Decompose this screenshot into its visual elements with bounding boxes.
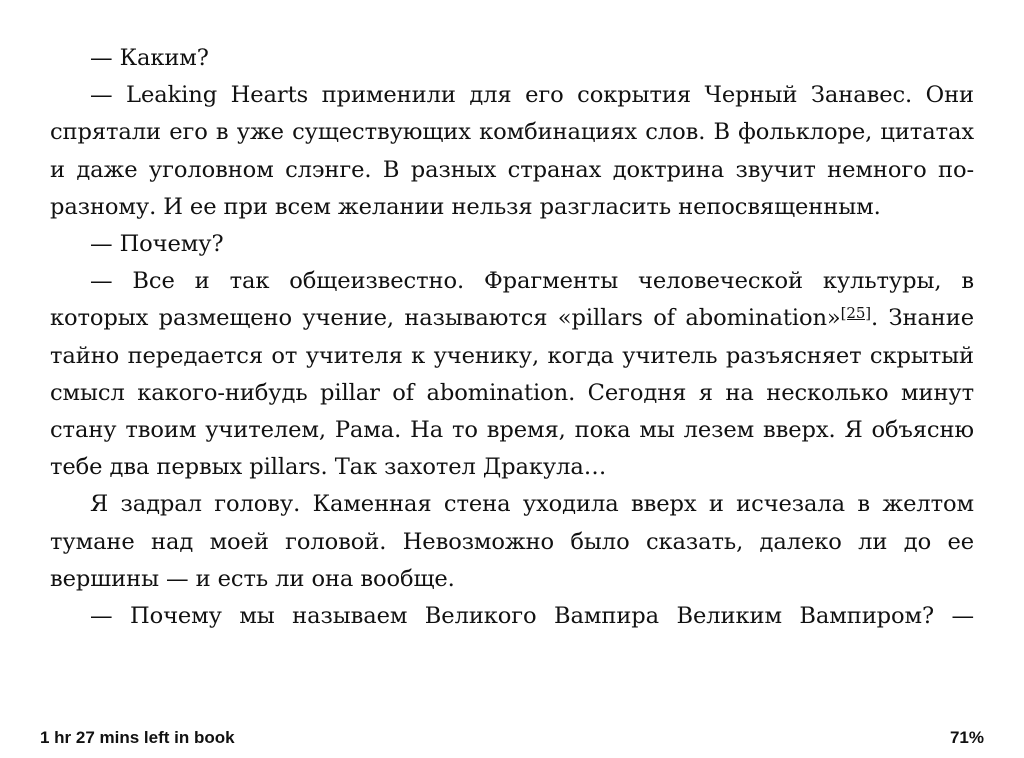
reading-page[interactable] (50, 40, 974, 715)
paragraph-text: — Все и так общеизвестно. Фрагменты человеческой культуры, в которых размещено учение, называются «pillars of abomination» (50, 268, 974, 332)
paragraph: Я задрал голову. Каменная стена уходила вверх и исчезала в желтом тумане над моей головой. Невозможно было сказать, далеко ли до ее вершины — и есть ли она вообще. (50, 491, 974, 592)
paragraph: — Leaking Hearts применили для его сокрытия Черный Занавес. Они спрятали его в уже существующих комбинациях слов. В фольклоре, цитатах и даже уголовном слэнге. В разных странах доктрина звучит немного по-разному. И ее при всем желании нельзя разгласить непосвященным. (50, 82, 974, 220)
time-left-in-book[interactable]: 1 hr 27 mins left in book (40, 728, 235, 747)
reading-progress: 71% (949, 728, 984, 747)
paragraph-text: . Знание тайно передается от учителя к ученику, когда учитель разъясняет скрытый смысл какого-нибудь pillar of abomination. Сегодня я на несколько минут стану твоим учителем, Рама. На то время, пока мы лезем вверх. Я объясню тебе два первых pillars. Так захотел Дракула… (50, 305, 974, 481)
paragraph: — Каким? (90, 45, 209, 71)
paragraph: — Почему мы называем Великого Вампира Великим Вампиром? — (90, 603, 974, 630)
footnote-link[interactable]: [25] (840, 304, 872, 323)
paragraph: — Почему? (90, 231, 224, 258)
paragraph (50, 263, 974, 486)
reading-footer (0, 726, 1024, 752)
